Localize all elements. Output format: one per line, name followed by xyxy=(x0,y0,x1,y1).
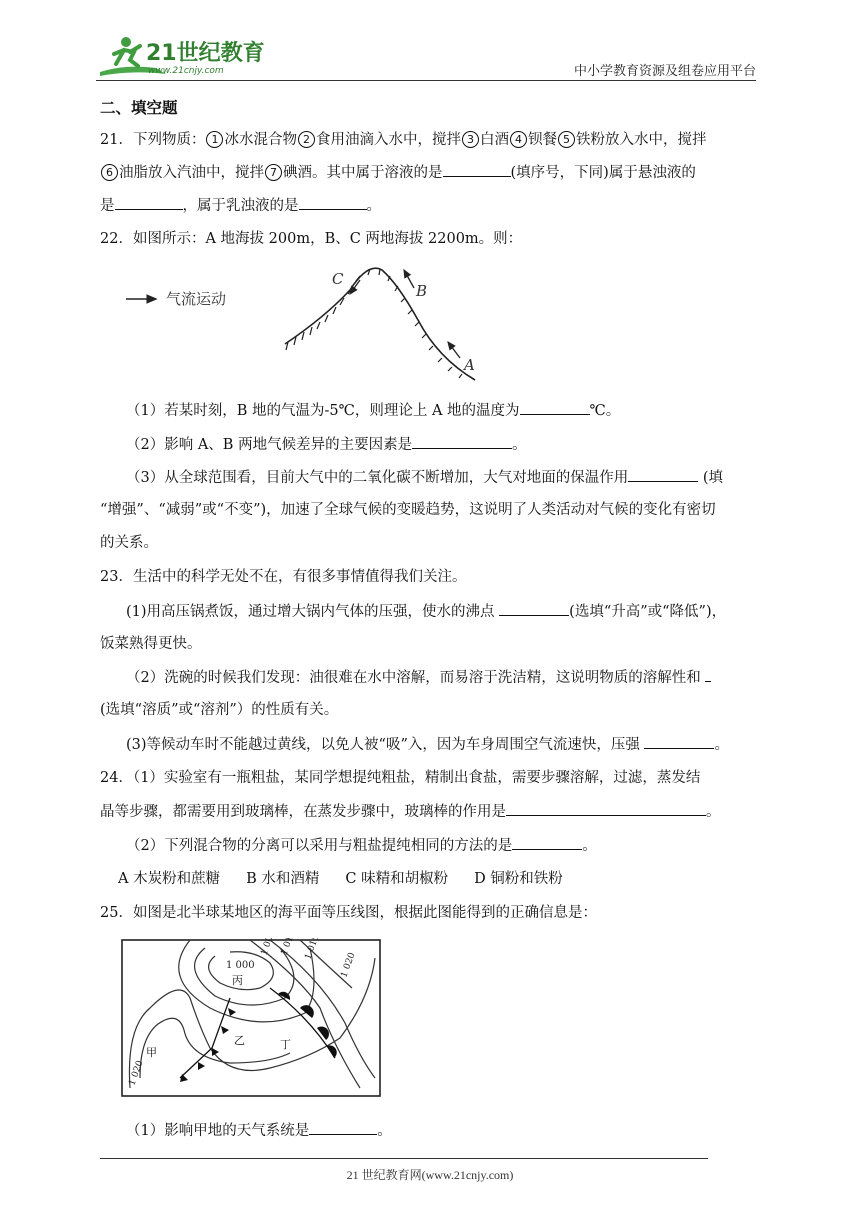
isobar-1020-left: 1 020 xyxy=(127,1059,146,1088)
q25-blank-weather[interactable] xyxy=(309,1120,377,1135)
isobar-1010: 1 010 xyxy=(279,938,298,958)
label-b: B xyxy=(416,282,428,300)
q21-line3: 是 ，属于乳浊液的是 。 xyxy=(100,195,760,216)
q23-blank-boiling[interactable] xyxy=(499,601,569,616)
q22-sub2: （2）影响 A、B 两地气候差异的主要因素是 。 xyxy=(126,434,786,455)
logo-url: www.21cnjy.com xyxy=(148,66,224,76)
q21-line2: 6 油脂放入汽油中，搅拌 7 碘酒。其中属于溶液的是 (填序号，下同)属于悬浊液的 xyxy=(100,162,760,183)
q24-blank-method[interactable] xyxy=(512,835,582,850)
q24-sub1: 24．（1）实验室有一瓶粗盐，某同学想提纯粗盐，精制出食盐，需要步骤溶解，过滤，蒸发结 xyxy=(100,770,701,786)
q21-line1: 21．下列物质： 1 冰水混合物 2 食用油滴入水中，搅拌 3 白酒 4 钡餐 5 铁粉放入水中，搅拌 xyxy=(100,132,707,148)
option-d[interactable]: D 铜粉和铁粉 xyxy=(474,871,563,887)
q22-blank-temp[interactable] xyxy=(520,400,590,415)
label-jia: 甲 xyxy=(146,1046,157,1059)
mountain-slope xyxy=(285,268,475,380)
option-c[interactable]: C 味精和胡椒粉 xyxy=(345,871,449,887)
q22-text: 22．如图所示：A 地海拔 200m，B、C 两地海拔 2200m。则： xyxy=(100,231,523,247)
mountain-airflow-figure xyxy=(120,262,500,388)
q21-blank-emulsion[interactable] xyxy=(299,195,367,210)
arrow-a xyxy=(448,342,460,358)
q21-blank-suspension[interactable] xyxy=(115,195,183,210)
q24-sub1-line2: 晶等步骤，都需要用到玻璃棒，在蒸发步骤中，玻璃棒的作用是 。 xyxy=(100,801,760,822)
footer-divider xyxy=(100,1158,708,1159)
isobar-1000: 1 000 xyxy=(226,960,255,971)
q22-blank-insulation[interactable] xyxy=(628,467,698,482)
q22-sub3-line3: 的关系。 xyxy=(100,535,158,551)
q24-options xyxy=(118,869,778,889)
isobar-1005: 1 005 xyxy=(259,938,278,958)
label-a: A xyxy=(464,356,475,374)
legend-label: 气流运动 xyxy=(166,290,227,308)
q23-sub2-line2: (选填“溶质”或“溶剂”）的性质有关。 xyxy=(100,702,339,718)
q23-sub3: (3)等候动车时不能越过黄线，以免人被“吸”入，因为车身周围空气流速快，压强 。 xyxy=(126,734,786,755)
q24-blank-glass-rod[interactable] xyxy=(506,801,706,816)
platform-name: 中小学教育资源及组卷应用平台 xyxy=(573,64,756,79)
footer-text[interactable]: 21 世纪教育网(www.21cnjy.com) xyxy=(346,1168,514,1182)
header-divider xyxy=(96,80,756,81)
isobar-1015: 1 015 xyxy=(303,938,322,962)
q23-blank-pressure[interactable] xyxy=(644,734,714,749)
label-ding: 丁 xyxy=(280,1038,291,1051)
q23-sub1: (1)用高压锅煮饭，通过增大锅内气体的压强，使水的沸点 (选填“升高”或“降低”)， xyxy=(126,601,786,622)
q25-text: 25．如图是北半球某地区的海平面等压线图，根据此图能得到的正确信息是： xyxy=(100,905,597,921)
q22-blank-factor[interactable] xyxy=(412,434,512,449)
q25-sub1: （1）影响甲地的天气系统是 。 xyxy=(126,1120,786,1141)
label-bing: 丙 xyxy=(232,974,243,987)
q23-sub2: （2）洗碗的时候我们发现：油很难在水中溶解，而易溶于洗洁精，这说明物质的溶解性和 xyxy=(126,667,786,688)
q23-text: 23．生活中的科学无处不在，有很多事情值得我们关注。 xyxy=(100,569,467,585)
q22-sub3: （3）从全球范围看，目前大气中的二氧化碳不断增加，大气对地面的保温作用 (填 xyxy=(126,467,786,488)
option-a[interactable]: A 木炭粉和蔗糖 xyxy=(118,871,221,887)
arrow-b xyxy=(404,270,414,288)
q24-sub2: （2）下列混合物的分离可以采用与粗盐提纯相同的方法的是 。 xyxy=(126,835,786,856)
q21-blank-solution[interactable] xyxy=(443,162,511,177)
label-yi: 乙 xyxy=(234,1034,245,1047)
q22-sub3-line2: “增强”、“减弱”或“不变”)，加速了全球气候的变暖趋势，这说明了人类活动对气候的变化有密切 xyxy=(100,502,716,518)
isobar-map-figure xyxy=(120,938,382,1098)
label-c: C xyxy=(332,270,344,288)
logo-text: 21世纪教育 xyxy=(146,41,265,66)
site-logo xyxy=(96,34,266,78)
option-b[interactable]: B 水和酒精 xyxy=(246,871,320,887)
q23-sub1-line2: 饭菜熟得更快。 xyxy=(100,636,202,652)
isobar-1020-right: 1 020 xyxy=(339,951,358,980)
q23-blank-solubility[interactable] xyxy=(705,667,711,682)
q22-sub1: （1）若某时刻，B 地的气温为-5℃，则理论上 A 地的温度为 ℃。 xyxy=(126,400,786,421)
section-title: 二、填空题 xyxy=(100,98,178,117)
